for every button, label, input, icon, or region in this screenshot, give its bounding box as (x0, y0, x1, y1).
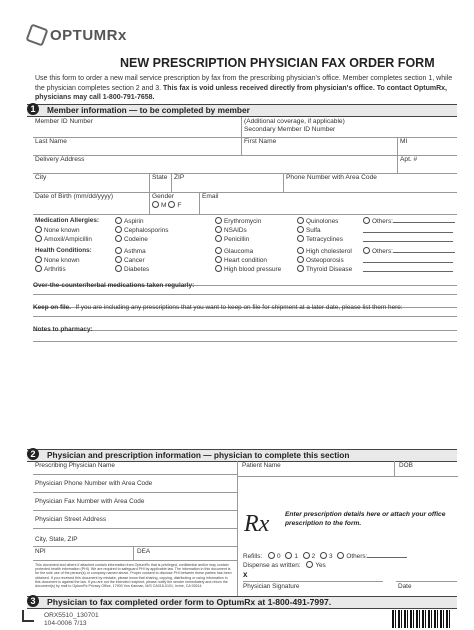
patient-name-field[interactable]: Patient Name (242, 462, 281, 469)
apt-field[interactable]: Apt. # (397, 155, 457, 173)
refills-label: Refills: (243, 553, 263, 560)
health-option: Asthma (115, 247, 146, 256)
gender-f-radio[interactable] (168, 201, 175, 208)
section-1-number: 1 (27, 103, 39, 115)
notes-label: Notes to pharmacy: (33, 326, 93, 333)
allergy-option: Penicillin (215, 235, 249, 244)
gender-field[interactable]: Gender M F (149, 192, 199, 214)
refill-3-radio[interactable] (320, 552, 327, 559)
dispense-yes-radio[interactable] (306, 561, 313, 568)
city-field[interactable]: City (35, 174, 47, 181)
intro-text-2: This fax is void unless received directly from physician's office. To contact OptumRx, physicians may call 1-800-791-7658. (35, 84, 447, 101)
section-3-number: 3 (27, 595, 39, 607)
zip-field[interactable]: ZIP (171, 173, 283, 192)
form-title: NEW PRESCRIPTION PHYSICIAN FAX ORDER FORM (120, 56, 435, 70)
signature-label: Physician Signature (243, 583, 300, 590)
medication-allergies-label: Medication Allergies: (35, 217, 100, 224)
notes-line-2[interactable] (33, 331, 457, 342)
section-2-number: 2 (27, 448, 39, 460)
optumrx-logo-icon (25, 23, 48, 46)
allergy-option: None known (35, 226, 80, 235)
row-dob (33, 192, 457, 215)
form-code-2: 104-0006 7/13 (44, 620, 87, 627)
row-address (33, 155, 457, 174)
refill-2-radio[interactable] (303, 552, 310, 559)
allergy-option: Codeine (115, 235, 148, 244)
allergy-option: Sulfa (297, 226, 321, 235)
section-3-header (27, 596, 457, 609)
secondary-member-id-field[interactable]: (Additional coverage, if applicable) Secondary Member ID Number (241, 117, 457, 137)
npi-dea-row (33, 546, 237, 561)
prescriber-label: Prescribing Physician Name (35, 462, 115, 469)
allergy-option: Others: (363, 217, 455, 226)
dispense-label: Dispense as written: (243, 562, 301, 569)
intro-text-1: Use this form to order a new mail service prescription by fax from the prescribing physician's office. Member completes section 1, while the physician completes section 2 and 3. (35, 75, 453, 92)
health-option: High cholesterol (297, 247, 352, 256)
dispense-row: Dispense as written: Yes (243, 562, 326, 569)
section-2-label: Physician and prescription information — physician to complete this section (47, 450, 350, 460)
patient-dob-field[interactable]: DOB (399, 462, 413, 469)
health-option: Diabetes (115, 265, 149, 274)
gender-m-radio[interactable] (152, 201, 159, 208)
optumrx-logo (28, 26, 127, 44)
logo-text: OPTUMRx (50, 26, 127, 44)
section-1-label: Member information — to be completed by member (47, 105, 250, 115)
physician-street-field[interactable]: Physician Street Address (33, 510, 237, 529)
keep-on-file-text: If you are including any prescriptions that you want to keep on file for shipment at a later date, please list them here: (75, 304, 403, 311)
mi-field[interactable]: MI (397, 137, 457, 155)
form-code-1: ORX5510_130701 (44, 612, 99, 619)
row-member-id (33, 117, 457, 138)
health-option: Arthritis (35, 265, 66, 274)
health-option: Cancer (115, 256, 145, 265)
delivery-address-field[interactable]: Delivery Address (35, 156, 85, 163)
health-conditions-label: Health Conditions: (35, 247, 92, 254)
keep-on-file-label: Keep on file. (33, 304, 71, 311)
otc-label: Over-the-counter/herbal medications taken regularly: (33, 282, 195, 289)
physician-signature-field[interactable] (243, 570, 383, 582)
health-option: Osteoporosis (297, 256, 344, 265)
physician-city-field[interactable]: City, State, ZIP (33, 528, 237, 547)
last-name-field[interactable]: Last Name (35, 138, 67, 145)
dob-field[interactable]: Date of Birth (mm/dd/yyyy) (35, 193, 114, 200)
health-option: Others: (363, 247, 455, 256)
date-field[interactable] (396, 570, 457, 582)
member-id-field[interactable]: Member ID Number (35, 118, 93, 125)
state-field[interactable]: State (149, 173, 171, 192)
section-3-label: Physician to fax completed order form to OptumRx at 1-800-491-7997. (47, 597, 332, 607)
health-option: Thyroid Disease (297, 265, 352, 274)
phone-field[interactable]: Phone Number with Area Code (283, 173, 457, 192)
physician-fax-field[interactable]: Physician Fax Number with Area Code (33, 492, 237, 511)
intro-text (35, 74, 453, 103)
section-1-header (27, 104, 457, 117)
row-name (33, 137, 457, 156)
allergy-option: Quinolones (297, 217, 338, 226)
refill-1-radio[interactable] (285, 552, 292, 559)
row-city (33, 173, 457, 193)
dea-field[interactable]: DEA (137, 548, 151, 555)
date-label: Date (398, 583, 412, 590)
refills-row: Refills: 0 1 2 3 Others: (243, 552, 457, 561)
allergy-option: Tetracyclines (297, 235, 343, 244)
rx-symbol: Rx (244, 511, 270, 537)
refill-other-radio[interactable] (337, 552, 344, 559)
npi-field[interactable]: NPI (35, 548, 46, 555)
allergy-option: Amoxil/Ampicillin (35, 235, 92, 244)
patient-row (238, 461, 458, 477)
refill-0-radio[interactable] (268, 552, 275, 559)
health-option: Glaucoma (215, 247, 253, 256)
barcode (392, 610, 450, 628)
keep-on-file-line-2[interactable] (33, 308, 457, 317)
health-option: None known (35, 256, 80, 265)
allergy-option: NSAIDs (215, 226, 247, 235)
corner-mark (22, 610, 34, 622)
form-code (44, 612, 99, 628)
keep-on-file-line[interactable] (33, 296, 457, 311)
otc-line[interactable] (33, 274, 457, 289)
physician-phone-field[interactable]: Physician Phone Number with Area Code (33, 474, 237, 493)
sign-x: x (243, 570, 248, 579)
allergy-option: Erythromycin (215, 217, 261, 226)
health-option: Heart condition (215, 256, 267, 265)
allergy-option: Cephalosporins (115, 226, 168, 235)
allergy-option: Aspirin (115, 217, 144, 226)
email-field[interactable]: Email (199, 192, 457, 214)
first-name-field[interactable]: First Name (241, 137, 397, 155)
notes-line[interactable] (33, 318, 457, 331)
health-option: High blood pressure (215, 265, 281, 274)
rx-instruction: Enter prescription details here or attach your office prescription to the form. (285, 511, 446, 527)
otc-line-2[interactable] (33, 286, 457, 295)
